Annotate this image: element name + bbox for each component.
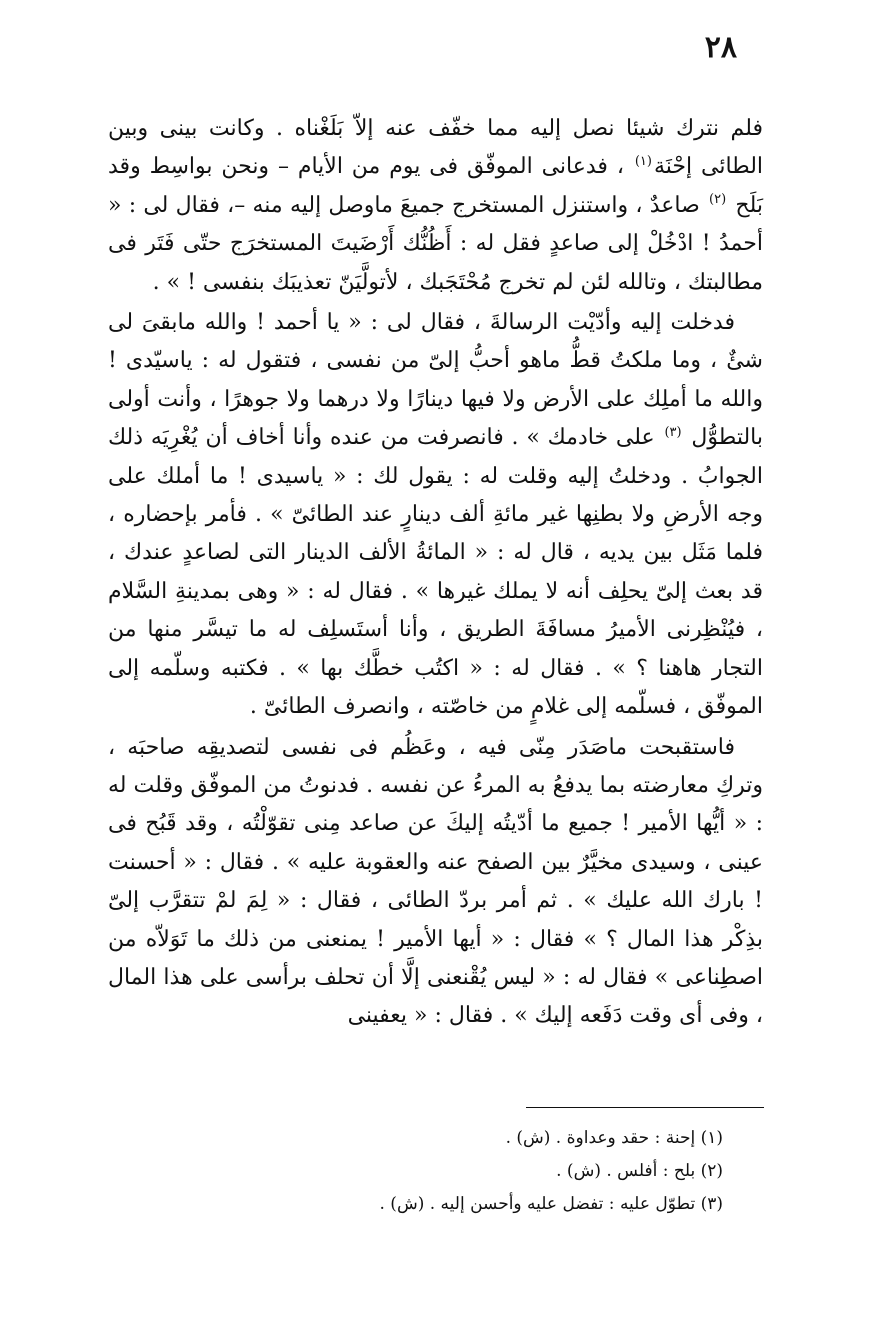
paragraph-2 (108, 304, 763, 726)
paragraph-2-text-a: فدخلت إليه وأدّيْت الرسالةَ ، فقال لى : « يا أحمد ! والله مابقىَ لى شئٌ ، وما ملكتُ قطُّ ماهو أحبُّ إلىّ من نفسى ، فتقول له : ياسيّدى ! والله ما أملِك على الأرض ولا فيها دينارًا ولا درهما ولا جوهرًا ، وأنت أولى بالتطوُّل (108, 310, 763, 451)
footnote-divider (526, 1107, 764, 1108)
paragraph-3-text: فاستقبحت ماصَدَر مِنّى فيه ، وعَظُم فى نفسى لتصديقِه صاحبَه ، وتركِ معارضته بما يدفعُ به المرءُ عن نفسه . فدنوتُ من الموفّق وقلت له : « أيُّها الأمير ! جميع ما أدّيتُه إليكَ عن صاعد مِنى تقوّلْتُه ، وقد قَبُح فى عينى ، وسيدى مخيَّرٌ بين الصفح عنه والعقوبة عليه » . فقال : « أحسنت ! بارك الله عليك » . ثم أمر بردّ الطائى ، فقال : « لِمَ لمْ تتقرَّب إلىّ بذِكْر هذا المال ؟ » فقال : « أيها الأمير ! يمنعنى من ذلك ما تَوَلاّه من اصطِناعى » فقال له : « ليس يُقْنعنى إلَّا أن تحلف برأسى على هذا المال ، وفى أى وقت دَفَعه إليك » . فقال : « يعفينى (108, 734, 763, 1029)
main-text (108, 110, 763, 1036)
paragraph-1-text-c: صاعدٌ ، واستنزل المستخرج جميعَ ماوصل إليه منه –، فقال لى : « أحمدُ ! ادْخُلْ إلى صاعدٍ فقل له : أَظُنُّك أَرْضَيتَ المستخرَج حتّى فَتَر فى مطالبتك ، وتالله لئن لم تخرج مُحْتَجَبك ، لأتولَّيَنّ تعذيبَك بنفسى ! » . (108, 192, 763, 295)
paragraph-1 (108, 110, 763, 302)
footnote-ref-3: (٣) (664, 424, 682, 440)
paragraph-1-text-b: ، فدعانى الموفّق فى يوم من الأيام – ونحن بواسِط وقد بَلَح (108, 154, 763, 218)
page-number: ٢٨ (704, 30, 737, 65)
footnote-ref-2: (٢) (709, 192, 727, 208)
footnote-2: (٢) بلح : أفلس . (ش) . (556, 1161, 723, 1181)
paragraph-3 (108, 729, 763, 1036)
footnote-3: (٣) تطوّل عليه : تفضل عليه وأحسن إليه . (ش) . (379, 1194, 723, 1214)
paragraph-2-text-b: على خادمك » . فانصرفت من عنده وأنا أخاف أن يُغْرِيَه ذلك الجوابُ . ودخلتُ إليه وقلت له : يقول لك : « ياسيدى ! ما أملك على وجه الأرضِ ولا بطنِها غير مائةِ ألف دينارٍ عند الطائىّ » . فأمر بإحضاره ، فلما مَثَل بين يديه ، قال له : « المائةُ الألف الدينار التى لصاعدٍ عندك ، قد بعث إلىّ يحلِف أنه لا يملك غيرها » . فقال له : « وهى بمدينةِ السَّلام ، فيُنْظِرنى الأميرُ مسافَةَ الطريق ، وأنا أستَسلِف له ما تيسَّر منها من التجار هاهنا ؟ » . فقال له : « اكتُب خطَّك بها » . فكتبه وسلّمه إلى الموفّق ، فسلّمه إلى غلامٍ من خاصّته ، وانصرف الطائىّ . (108, 425, 763, 720)
footnote-1: (١) إحنة : حقد وعداوة . (ش) . (505, 1128, 723, 1148)
footnote-ref-1: (١) (634, 154, 652, 170)
paragraph-1-text-a: فلم نترك شيئا نصل إليه مما خفّف عنه إلاّ بَلَغْناه . وكانت بينى وبين الطائى إحْنَة (108, 116, 764, 180)
footnotes (163, 1122, 723, 1221)
